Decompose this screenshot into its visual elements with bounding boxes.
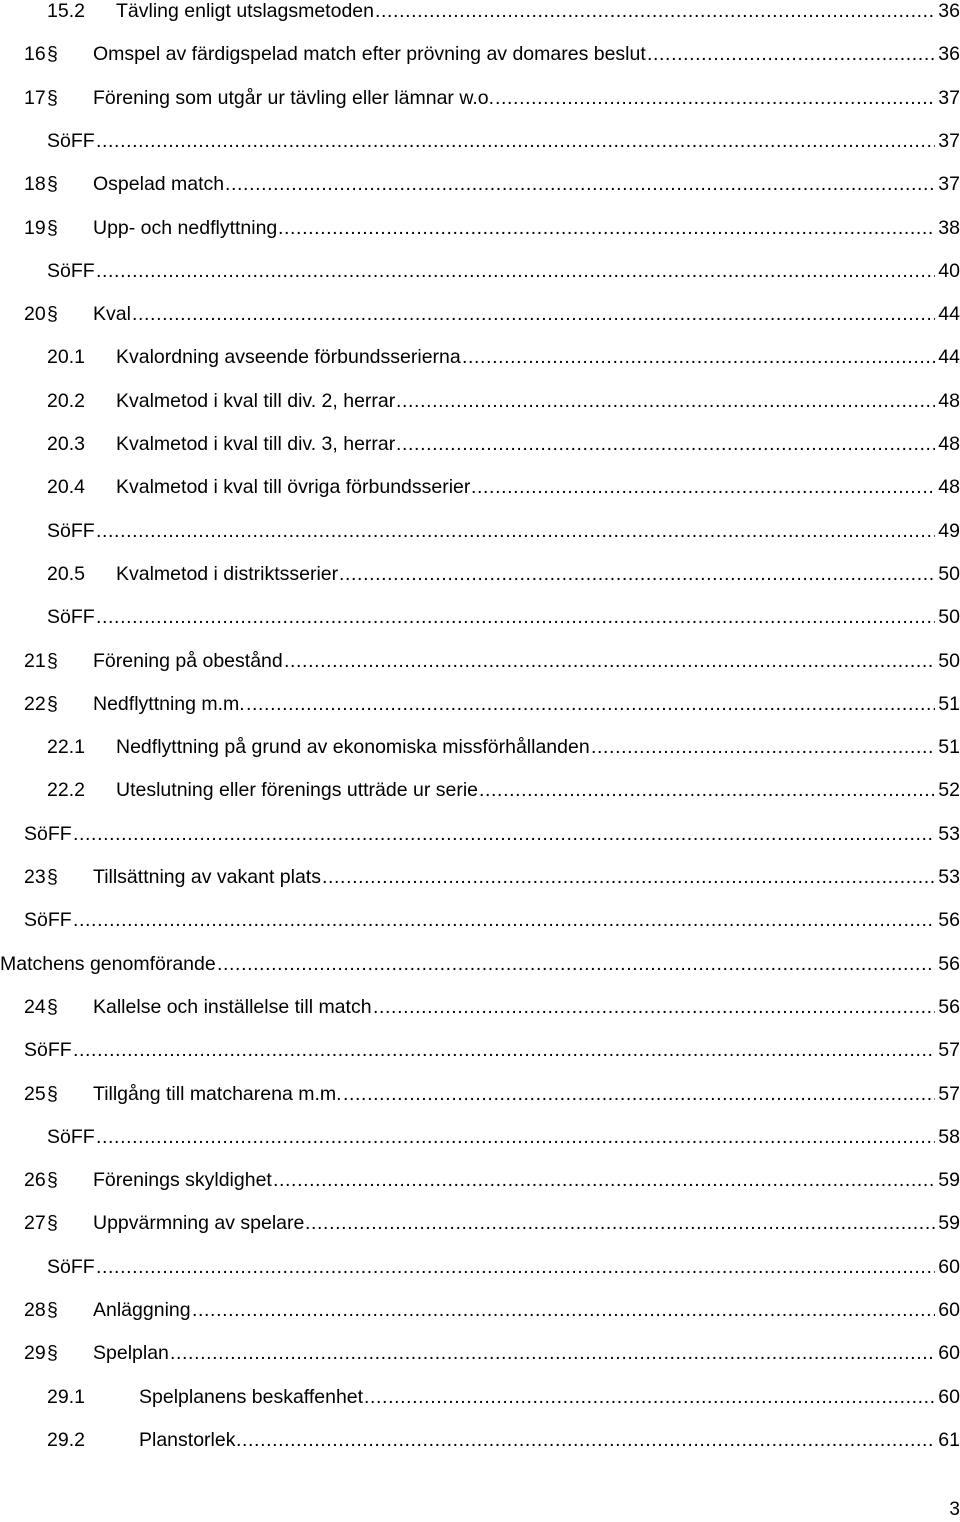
dot-leader — [322, 863, 935, 891]
section-sign: § — [47, 649, 58, 672]
dot-leader — [96, 257, 935, 285]
section-sign: § — [47, 43, 58, 66]
toc-entry-title: Kallelse och inställelse till match — [93, 995, 372, 1018]
toc-entry-number: 29.2 — [47, 1428, 85, 1451]
dot-leader — [246, 690, 935, 718]
dot-leader — [495, 84, 935, 112]
toc-entry-number: 20.3 — [47, 433, 85, 455]
toc-entry-page: 36 — [935, 0, 960, 25]
toc-entry-page: 49 — [935, 517, 960, 545]
toc-entry[interactable] — [0, 1123, 960, 1151]
toc-entry-page: 58 — [935, 1123, 960, 1151]
dot-leader — [305, 1209, 935, 1237]
toc-entry-number: 16 — [24, 43, 46, 66]
toc-entry[interactable] — [0, 257, 960, 285]
toc-entry[interactable] — [0, 1296, 960, 1324]
toc-entry-page: 37 — [935, 84, 960, 112]
dot-leader — [236, 1426, 935, 1454]
section-sign: § — [47, 216, 58, 239]
toc-entry-number: 28 — [24, 1299, 46, 1321]
toc-entry-page: 40 — [935, 257, 960, 285]
toc-entry-number: 20.2 — [47, 389, 85, 412]
toc-entry-title: Tillgång till matcharena m.m. — [93, 1082, 342, 1105]
toc-entry-number: 22.1 — [47, 736, 85, 759]
toc-entry[interactable] — [0, 647, 960, 675]
dot-leader — [396, 387, 935, 415]
toc-entry-number: 15.2 — [47, 0, 85, 22]
dot-leader — [73, 1036, 935, 1064]
toc-entry-title: SöFF — [47, 606, 95, 629]
dot-leader — [170, 1339, 935, 1367]
toc-entry-title: SöFF — [47, 259, 95, 282]
dot-leader — [132, 300, 935, 328]
section-sign: § — [47, 1299, 58, 1321]
toc-entry-page: 60 — [935, 1296, 960, 1324]
toc-entry-title: Kvalordning avseende förbundsserierna — [116, 346, 461, 369]
toc-entry-page: 56 — [935, 993, 960, 1021]
toc-entry-title: Förening på obestånd — [93, 649, 283, 672]
toc-entry-number: 29 — [24, 1342, 46, 1365]
toc-entry-title: SöFF — [24, 822, 72, 845]
toc-entry-title: Kvalmetod i kval till div. 3, herrar — [116, 433, 396, 455]
section-sign: § — [47, 692, 58, 715]
toc-entry-number: 21 — [24, 649, 46, 672]
toc-entry[interactable] — [0, 1036, 960, 1064]
toc-entry-title: Förenings skyldighet — [93, 1169, 272, 1192]
toc-entry[interactable] — [0, 343, 960, 371]
toc-entry-page: 44 — [935, 343, 960, 371]
toc-entry[interactable] — [0, 820, 960, 848]
toc-entry[interactable] — [0, 603, 960, 631]
toc-entry-number: 20.5 — [47, 562, 85, 585]
toc-entry-page: 57 — [935, 1036, 960, 1064]
section-sign: § — [47, 86, 58, 109]
toc-entry-title: Omspel av färdigspelad match efter prövning av domares beslut — [93, 43, 646, 66]
toc-entry[interactable] — [0, 1080, 960, 1108]
dot-leader — [96, 127, 935, 155]
dot-leader — [396, 430, 935, 458]
page-number: 3 — [949, 1499, 960, 1520]
toc-entry-title: Kvalmetod i kval till övriga förbundsserier — [116, 476, 471, 499]
toc-entry-page: 56 — [935, 950, 960, 978]
toc-entry[interactable] — [0, 1209, 960, 1237]
dot-leader — [192, 1296, 935, 1324]
dot-leader — [96, 1123, 935, 1151]
toc-entry-page: 37 — [935, 170, 960, 198]
dot-leader — [96, 1253, 935, 1281]
toc-entry[interactable] — [0, 300, 960, 328]
dot-leader — [273, 1166, 935, 1194]
dot-leader — [591, 733, 935, 761]
section-sign: § — [47, 1169, 58, 1192]
toc-entry-page: 57 — [935, 1080, 960, 1108]
dot-leader — [462, 343, 935, 371]
toc-entry-page: 51 — [935, 733, 960, 761]
section-sign: § — [47, 1082, 58, 1105]
toc-entry-page: 59 — [935, 1209, 960, 1237]
toc-entry[interactable] — [0, 430, 960, 458]
dot-leader — [471, 473, 935, 501]
toc-entry-title: Tillsättning av vakant plats — [93, 866, 321, 888]
dot-leader — [343, 1080, 935, 1108]
toc-entry-page: 59 — [935, 1166, 960, 1194]
toc-entry-page: 61 — [935, 1426, 960, 1454]
toc-entry-title: Kvalmetod i distriktsserier — [116, 562, 339, 585]
toc-entry-title: Spelplan — [93, 1342, 169, 1365]
dot-leader — [96, 517, 935, 545]
section-sign: § — [47, 866, 58, 888]
toc-entry[interactable] — [0, 776, 960, 804]
toc-entry-title: SöFF — [24, 1039, 72, 1062]
toc-entry-title: Anläggning — [93, 1299, 191, 1321]
toc-entry[interactable] — [0, 950, 960, 978]
dot-leader — [339, 560, 935, 588]
toc-entry[interactable] — [0, 473, 960, 501]
toc-entry-page: 48 — [935, 387, 960, 415]
dot-leader — [373, 993, 935, 1021]
toc-entry-number: 20 — [24, 303, 46, 326]
toc-entry-page: 50 — [935, 603, 960, 631]
toc-entry-title: Nedflyttning m.m. — [93, 692, 245, 715]
dot-leader — [375, 0, 935, 25]
toc-entry[interactable] — [0, 993, 960, 1021]
toc-entry-page: 48 — [935, 430, 960, 458]
toc-entry-page: 48 — [935, 473, 960, 501]
toc-entry[interactable] — [0, 517, 960, 545]
toc-entry[interactable] — [0, 1383, 960, 1411]
toc-entry[interactable] — [0, 127, 960, 155]
toc-entry-number: 18 — [24, 173, 46, 196]
toc-entry-title: SöFF — [47, 1125, 95, 1148]
toc-entry-number: 23 — [24, 866, 46, 888]
toc-entry[interactable] — [0, 863, 960, 891]
toc-entry-title: Tävling enligt utslagsmetoden — [116, 0, 374, 22]
dot-leader — [73, 820, 935, 848]
toc-entry[interactable] — [0, 906, 960, 934]
toc-entry[interactable] — [0, 560, 960, 588]
toc-entry-title: Nedflyttning på grund av ekonomiska missförhållanden — [116, 736, 590, 759]
toc-entry-number: 26 — [24, 1169, 46, 1192]
toc-entry-number: 24 — [24, 995, 46, 1018]
dot-leader — [278, 214, 935, 242]
toc-entry[interactable] — [0, 214, 960, 242]
toc-entry-page: 37 — [935, 127, 960, 155]
toc-entry-title: SöFF — [47, 519, 95, 542]
toc-entry[interactable] — [0, 1339, 960, 1367]
dot-leader — [284, 647, 935, 675]
dot-leader — [647, 40, 935, 68]
toc-entry-title: Planstorlek — [139, 1428, 236, 1451]
toc-entry[interactable] — [0, 690, 960, 718]
dot-leader — [364, 1383, 935, 1411]
toc-entry-title: SöFF — [24, 909, 72, 932]
toc-entry-title: Kvalmetod i kval till div. 2, herrar — [116, 389, 396, 412]
toc-entry-page: 44 — [935, 300, 960, 328]
toc-entry-title: Uteslutning eller förenings utträde ur serie — [116, 779, 479, 802]
toc-entry-page: 60 — [935, 1339, 960, 1367]
toc-entry-title: Ospelad match — [93, 173, 225, 196]
toc-entry-page: 50 — [935, 560, 960, 588]
toc-entry-title: SöFF — [47, 1255, 95, 1278]
toc-entry[interactable] — [0, 387, 960, 415]
toc-entry-number: 22.2 — [47, 779, 85, 802]
toc-entry[interactable] — [0, 84, 960, 112]
toc-entry[interactable] — [0, 40, 960, 68]
toc-entry-title: SöFF — [47, 129, 95, 152]
section-sign: § — [47, 1342, 58, 1365]
toc-entry-number: 25 — [24, 1082, 46, 1105]
toc-entry[interactable] — [0, 1426, 960, 1454]
toc-entry-number: 22 — [24, 692, 46, 715]
dot-leader — [479, 776, 935, 804]
toc-entry-page: 53 — [935, 820, 960, 848]
toc-entry-page: 51 — [935, 690, 960, 718]
toc-entry-number: 27 — [24, 1212, 46, 1235]
toc-entry-number: 20.4 — [47, 476, 85, 499]
toc-entry-page: 36 — [935, 40, 960, 68]
toc-entry-page: 53 — [935, 863, 960, 891]
dot-leader — [96, 603, 935, 631]
dot-leader — [73, 906, 935, 934]
toc-entry-title: Upp- och nedflyttning — [93, 216, 278, 239]
section-sign: § — [47, 303, 58, 326]
toc-entry[interactable] — [0, 0, 960, 25]
section-sign: § — [47, 995, 58, 1018]
section-sign: § — [47, 173, 58, 196]
toc-entry-title: Spelplanens beskaffenhet — [139, 1385, 364, 1408]
toc-entry-title: Kval — [93, 303, 131, 326]
toc-entry[interactable] — [0, 170, 960, 198]
toc-entry-number: 29.1 — [47, 1385, 85, 1408]
toc-entry-page: 38 — [935, 214, 960, 242]
dot-leader — [217, 950, 935, 978]
toc-entry-page: 56 — [935, 906, 960, 934]
toc-entry[interactable] — [0, 1166, 960, 1194]
toc-entry-page: 52 — [935, 776, 960, 804]
toc-entry-page: 50 — [935, 647, 960, 675]
toc-entry-page: 60 — [935, 1383, 960, 1411]
toc-entry[interactable] — [0, 733, 960, 761]
toc-entry-number: 19 — [24, 216, 46, 239]
toc-entry-title: Matchens genomförande — [0, 952, 216, 975]
toc-entry[interactable] — [0, 1253, 960, 1281]
toc-entry-page: 60 — [935, 1253, 960, 1281]
toc-entry-title: Förening som utgår ur tävling eller lämnar w.o. — [93, 86, 495, 109]
toc-entry-number: 17 — [24, 86, 46, 109]
dot-leader — [225, 170, 935, 198]
toc-entry-title: Uppvärmning av spelare — [93, 1212, 305, 1235]
section-sign: § — [47, 1212, 58, 1235]
toc-entry-number: 20.1 — [47, 346, 85, 369]
